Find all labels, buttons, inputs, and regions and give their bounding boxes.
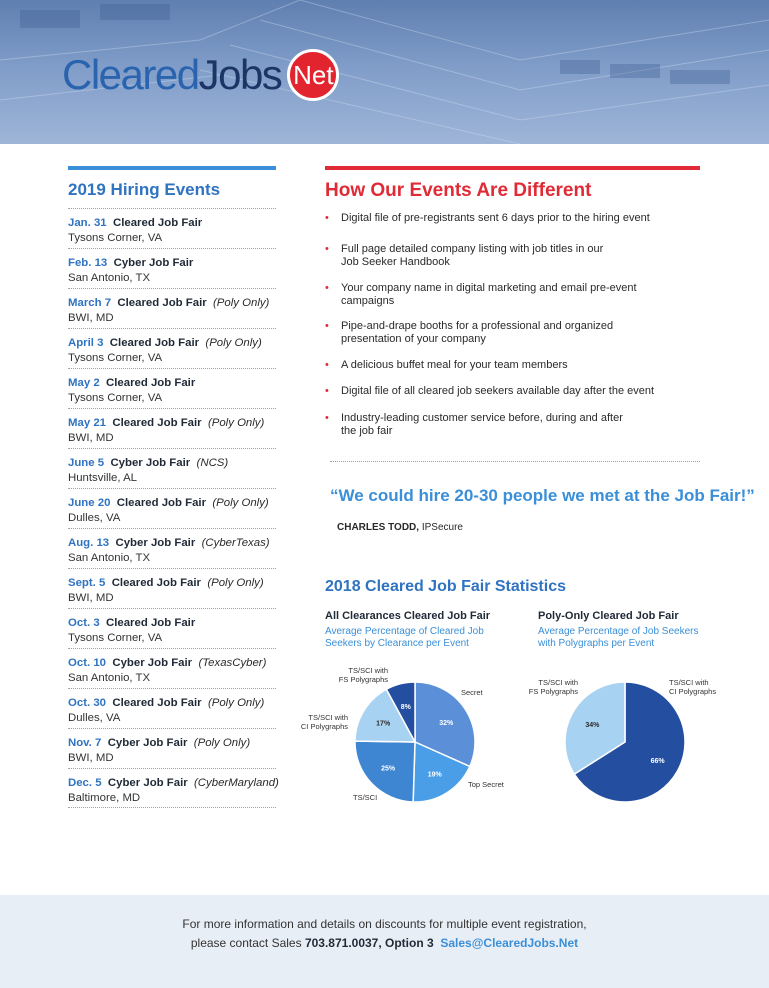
benefit-item: [325, 282, 637, 308]
event-item: [68, 688, 276, 728]
event-date: Aug. 13: [68, 537, 110, 549]
footer-contact: [0, 895, 769, 988]
benefit-text: • Industry-leading customer service before, during and after: [341, 412, 623, 424]
event-headline: [68, 416, 276, 431]
event-headline: [68, 776, 279, 791]
attribution-name: CHARLES TODD,: [337, 522, 420, 533]
event-note: (CyberTexas): [201, 537, 270, 549]
event-item: [68, 368, 276, 408]
event-name: Cleared Job Fair: [109, 337, 200, 349]
event-date: May 21: [68, 417, 106, 429]
event-location: Tysons Corner, VA: [68, 352, 163, 364]
pie1-label-tssci: TS/SCI: [353, 793, 378, 802]
pie1-label-ci-line1: TS/SCI with: [308, 713, 348, 722]
event-name: Cyber Job Fair: [113, 257, 194, 269]
pie-value-label: 66%: [650, 757, 665, 765]
logo-net-badge: Net: [287, 49, 339, 101]
pie1-label-fs-line2: FS Polygraphs: [338, 675, 388, 684]
pie-value-label: 19%: [427, 771, 442, 779]
right-accent-bar: [325, 166, 700, 170]
event-headline: [68, 336, 276, 351]
event-item: [68, 208, 276, 248]
event-name: Cleared Job Fair: [112, 697, 202, 709]
pie2-label-fs-line2: FS Polygraphs: [528, 687, 578, 696]
pie1-label-fs-polygraphs: [320, 666, 388, 684]
pie-value-label: 34%: [585, 722, 600, 730]
pie2-label-ci-polygraphs: [669, 678, 716, 696]
event-date: Oct. 3: [68, 617, 100, 629]
chart2-title: Poly-Only Cleared Job Fair: [538, 610, 679, 622]
benefit-text: • Your company name in digital marketing and email pre-event: [341, 282, 637, 294]
event-note: (Poly Only): [207, 417, 265, 429]
event-item: [68, 728, 276, 768]
pie2-label-fs-polygraphs: [520, 678, 578, 696]
attribution-org: IPSecure: [419, 522, 463, 533]
pie2-label-ci-line2: CI Polygraphs: [669, 687, 717, 696]
benefit-text: • Full page detailed company listing with job titles in our: [341, 243, 604, 255]
event-name: Cleared Job Fair: [116, 497, 207, 509]
event-location: San Antonio, TX: [68, 272, 151, 284]
event-headline: [68, 656, 276, 671]
event-name: Cyber Job Fair: [115, 537, 196, 549]
benefit-text: • Digital file of pre-registrants sent 6 days prior to the hiring event: [341, 212, 650, 224]
event-location: Dulles, VA: [68, 712, 121, 724]
event-location: Dulles, VA: [68, 512, 121, 524]
event-note: (Poly Only): [207, 697, 265, 709]
event-date: Oct. 30: [68, 697, 106, 709]
pie-chart-all-clearances: [353, 680, 477, 804]
testimonial-quote: “We could hire 20-30 people we met at the Job Fair!”: [330, 486, 755, 505]
logo-text-jobs: Jobs: [198, 51, 282, 98]
benefit-item: [325, 212, 650, 225]
event-note: (Poly Only): [207, 577, 264, 589]
pie1-label-fs-line1: TS/SCI with: [348, 666, 388, 675]
benefit-item: [325, 320, 613, 346]
event-item: [68, 248, 276, 288]
event-note: (CyberMaryland): [194, 777, 279, 789]
event-item: [68, 328, 276, 368]
pie2-label-ci-line1: TS/SCI with: [669, 678, 709, 687]
event-date: Dec. 5: [68, 777, 102, 789]
event-date: April 3: [68, 337, 104, 349]
event-note: (TexasCyber): [198, 657, 267, 669]
pie1-label-ci-polygraphs: [290, 713, 348, 731]
event-headline: [68, 256, 276, 271]
pie-value-label: 8%: [400, 703, 411, 711]
event-item: [68, 408, 276, 448]
event-date: June 20: [68, 497, 111, 509]
chart1-title: All Clearances Cleared Job Fair: [325, 610, 491, 622]
event-location: Tysons Corner, VA: [68, 392, 163, 404]
event-headline: [68, 216, 276, 231]
event-name: Cleared Job Fair: [112, 417, 202, 429]
event-note: (Poly Only): [193, 737, 251, 749]
event-location: Tysons Corner, VA: [68, 232, 163, 244]
event-item: [68, 648, 276, 688]
pie-value-label: 17%: [376, 720, 391, 728]
pie1-label-secret: Secret: [461, 688, 483, 697]
event-location: BWI, MD: [68, 312, 114, 324]
event-date: Jan. 31: [68, 217, 107, 229]
testimonial-attribution: [337, 522, 463, 533]
benefit-text-cont: campaigns: [341, 295, 395, 307]
pie1-label-top-secret: Top Secret: [468, 780, 504, 789]
event-location: San Antonio, TX: [68, 672, 151, 684]
benefit-text: • A delicious buffet meal for your team members: [341, 359, 568, 371]
event-item: [68, 448, 276, 488]
event-name: Cleared Job Fair: [117, 297, 207, 309]
event-date: June 5: [68, 457, 105, 469]
benefit-item: [325, 412, 623, 438]
benefit-text: • Pipe-and-drape booths for a professional and organized: [341, 320, 614, 332]
event-date: March 7: [68, 297, 112, 309]
event-date: Nov. 7: [68, 737, 102, 749]
event-name: Cleared Job Fair: [106, 617, 196, 629]
event-location: Tysons Corner, VA: [68, 632, 163, 644]
chart2-subtitle: [538, 626, 698, 650]
dotted-divider: [330, 461, 700, 462]
chart2-subtitle-line1: Average Percentage of Job Seekers: [538, 626, 699, 637]
benefit-text-cont: Job Seeker Handbook: [341, 256, 450, 268]
header-banner: [0, 0, 769, 144]
event-date: May 2: [68, 377, 100, 389]
chart1-subtitle-line1: Average Percentage of Cleared Job: [325, 626, 484, 637]
event-location: BWI, MD: [68, 752, 114, 764]
benefit-item: [325, 359, 568, 372]
event-item: [68, 768, 279, 808]
benefit-item: [325, 243, 603, 269]
pie2-label-fs-line1: TS/SCI with: [538, 678, 578, 687]
event-name: Cleared Job Fair: [112, 217, 203, 229]
event-name: Cyber Job Fair: [107, 777, 188, 789]
event-headline: [68, 576, 276, 591]
benefit-item: [325, 385, 654, 398]
event-location: BWI, MD: [68, 592, 114, 604]
event-headline: [68, 456, 276, 471]
footer-phone: 703.871.0037, Option 3: [304, 936, 434, 950]
event-headline: [68, 496, 276, 511]
footer-line2-prefix: please contact Sales: [190, 936, 305, 950]
event-note: (Poly Only): [205, 337, 262, 349]
clearedjobs-logo: [62, 50, 339, 100]
logo-text-cleared: Cleared: [62, 51, 199, 98]
chart1-subtitle-line2: Seekers by Clearance per Event: [325, 638, 469, 649]
event-location: San Antonio, TX: [68, 552, 151, 564]
event-note: (NCS): [196, 457, 229, 469]
pie-value-label: 25%: [381, 765, 396, 773]
event-headline: [68, 376, 276, 391]
left-accent-bar: [68, 166, 276, 170]
pie-chart-poly-only: [563, 680, 687, 804]
events-list: [68, 208, 279, 808]
pie-value-label: 32%: [439, 719, 454, 727]
pie1-label-ci-line2: CI Polygraphs: [300, 722, 348, 731]
benefit-text-cont: presentation of your company: [341, 333, 486, 345]
benefit-text-cont: the job fair: [341, 425, 393, 437]
event-note: (Poly Only): [212, 497, 269, 509]
chart1-subtitle: [325, 626, 484, 650]
event-item: [68, 288, 276, 328]
stats-heading: 2018 Cleared Job Fair Statistics: [325, 578, 566, 595]
event-date: Oct. 10: [68, 657, 106, 669]
footer-email-link[interactable]: Sales@ClearedJobs.Net: [440, 936, 579, 950]
events-different-heading: How Our Events Are Different: [325, 180, 592, 201]
footer-line1: For more information and details on discounts for multiple event registration,: [182, 917, 587, 931]
event-headline: [68, 536, 276, 551]
event-location: Baltimore, MD: [68, 792, 141, 804]
event-item: [68, 608, 276, 648]
event-headline: [68, 736, 276, 751]
event-note: (Poly Only): [213, 297, 270, 309]
chart2-subtitle-line2: with Polygraphs per Event: [538, 638, 655, 649]
event-name: Cleared Job Fair: [111, 577, 201, 589]
event-name: Cyber Job Fair: [112, 657, 193, 669]
event-date: Sept. 5: [68, 577, 106, 589]
hiring-events-heading: 2019 Hiring Events: [68, 180, 221, 199]
benefit-text: • Digital file of all cleared job seekers available day after the event: [341, 385, 655, 397]
event-name: Cyber Job Fair: [110, 457, 191, 469]
event-location: BWI, MD: [68, 432, 114, 444]
event-item: [68, 488, 276, 528]
event-date: Feb. 13: [68, 257, 108, 269]
event-headline: [68, 296, 276, 311]
event-headline: [68, 616, 276, 631]
event-name: Cleared Job Fair: [106, 377, 196, 389]
event-location: Huntsville, AL: [68, 472, 138, 484]
event-headline: [68, 696, 276, 711]
footer-line2: [0, 934, 769, 953]
event-name: Cyber Job Fair: [107, 737, 188, 749]
event-item: [68, 528, 276, 568]
event-item: [68, 568, 276, 608]
